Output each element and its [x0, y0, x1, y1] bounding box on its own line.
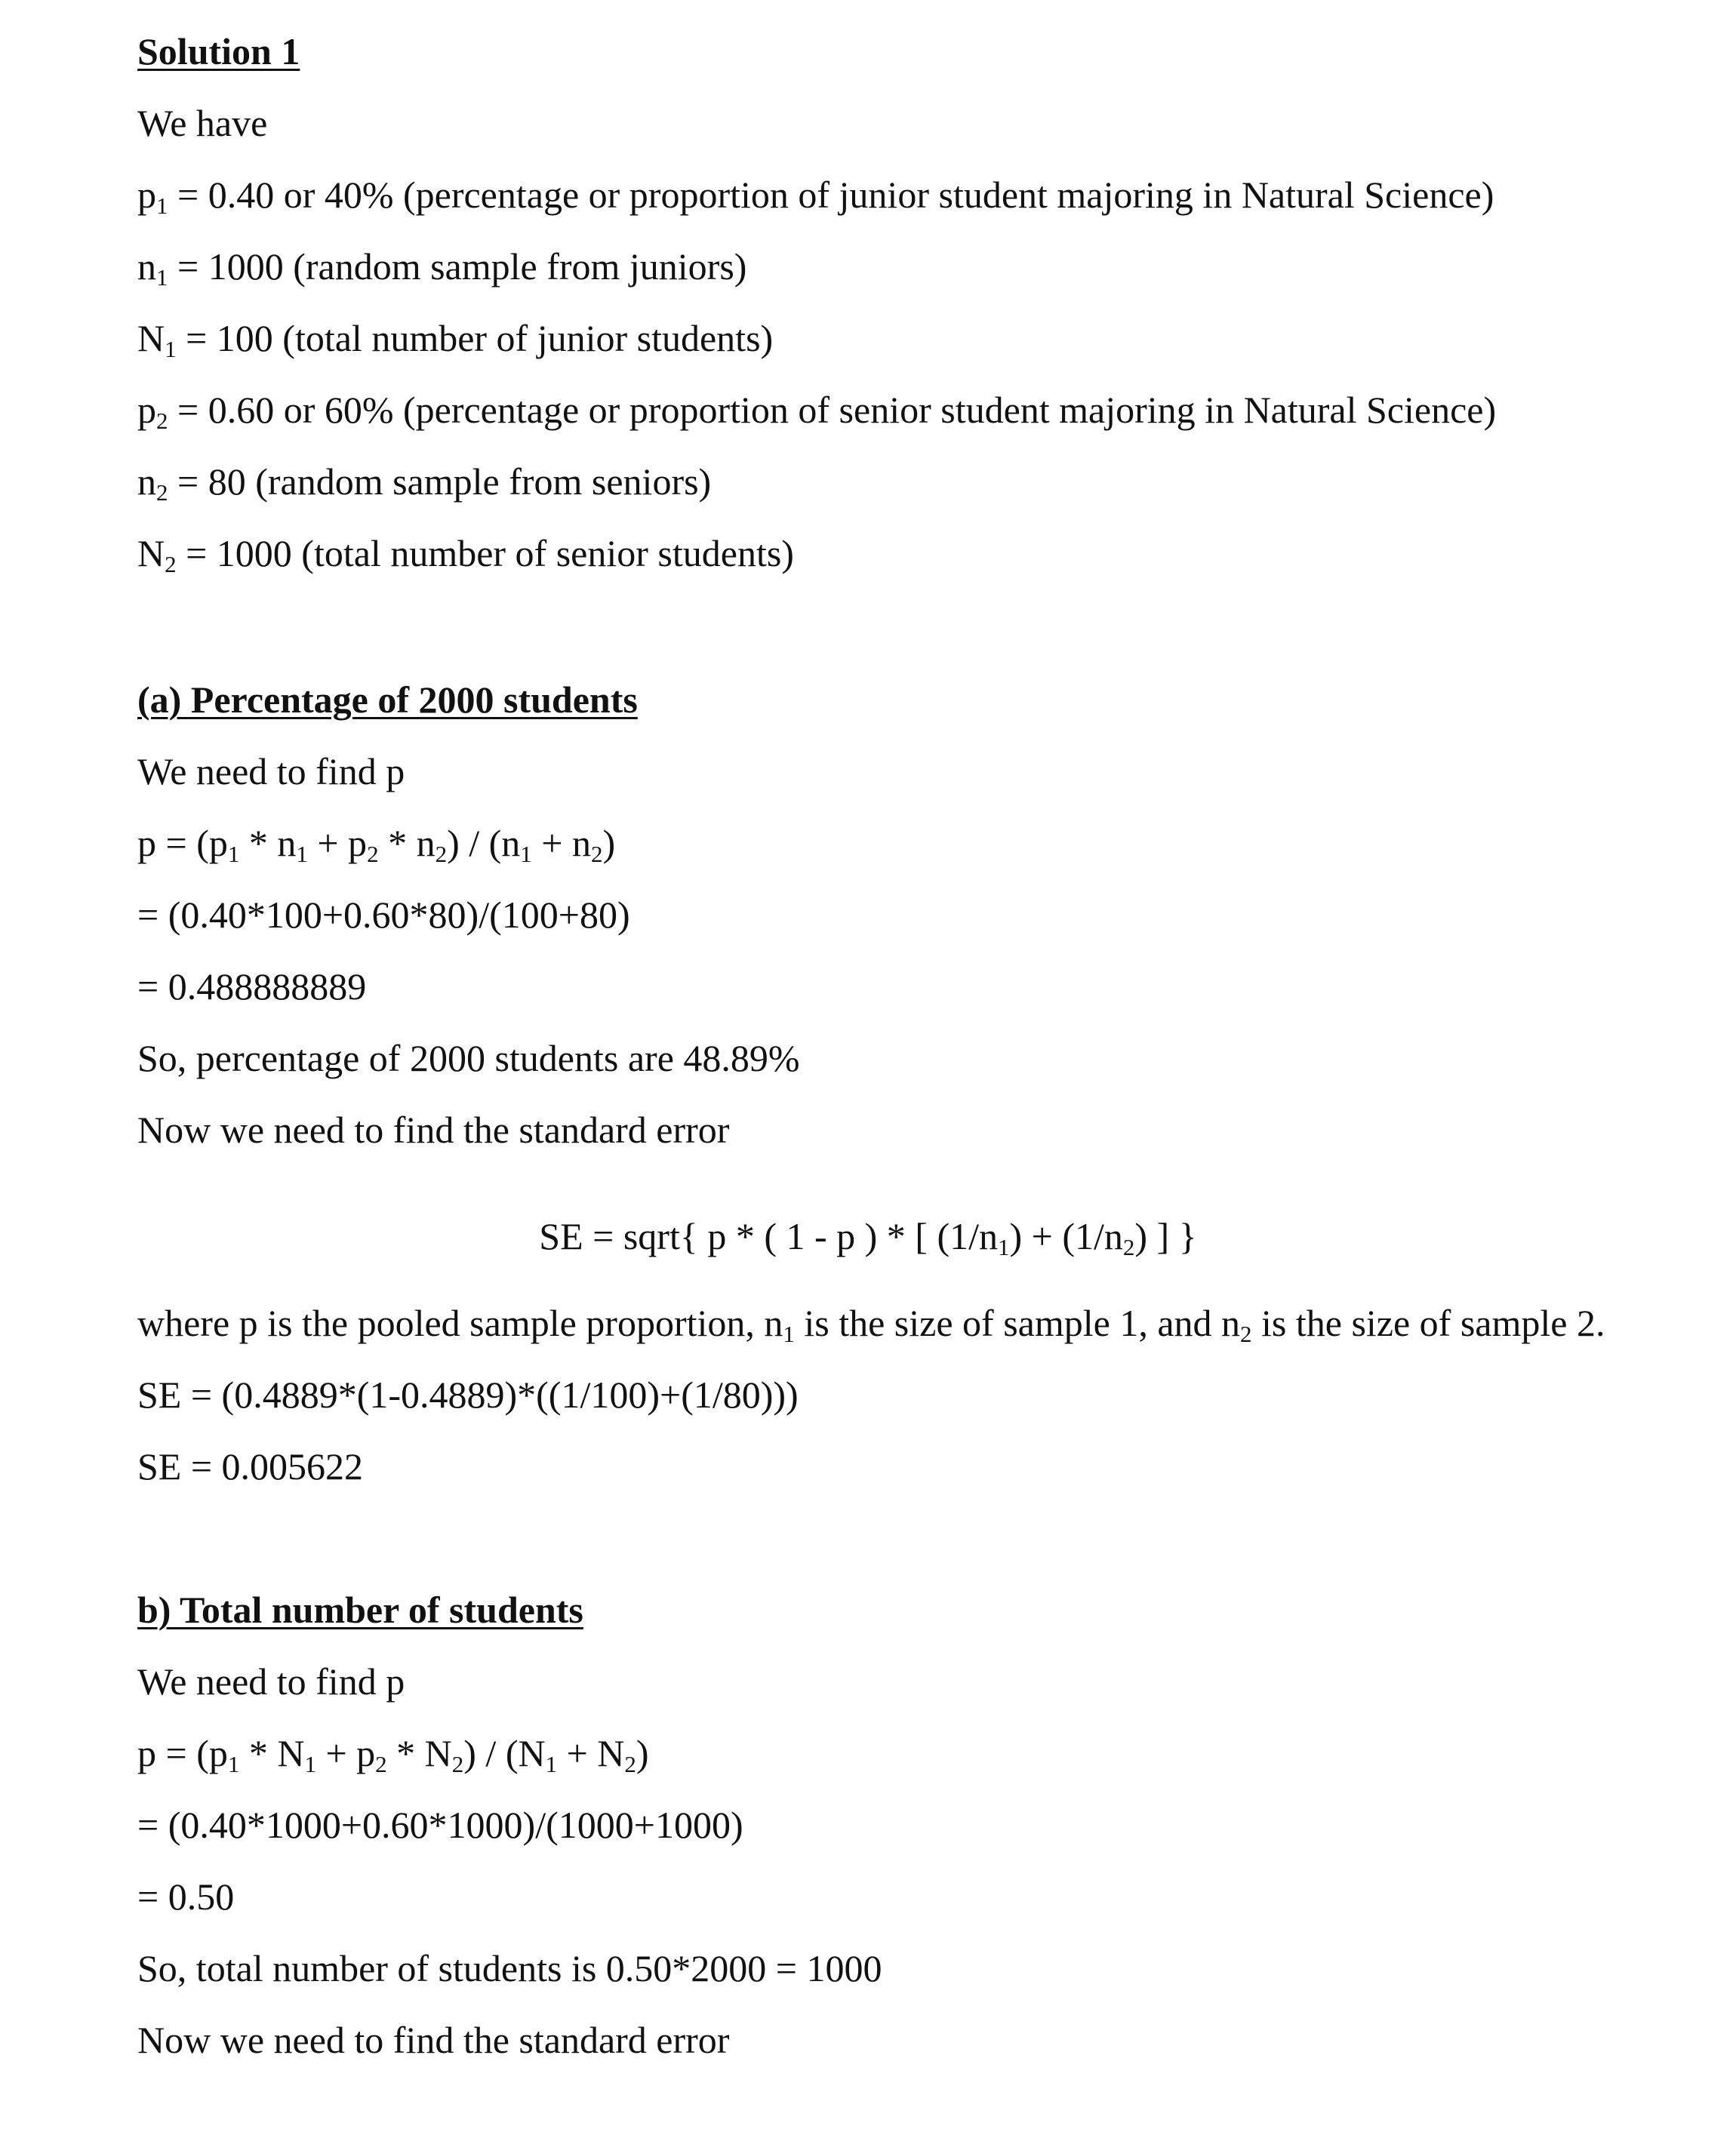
part-a-se-intro: Now we need to find the standard error: [137, 1109, 730, 1151]
part-a-need: We need to find p: [137, 750, 405, 792]
part-b-need: We need to find p: [137, 1660, 405, 1703]
part-b-calc: = (0.40*1000+0.60*1000)/(1000+1000): [137, 1804, 743, 1846]
se-where-text: where p is the pooled sample proportion, $n_1$ is the size of sample 1, and $n_2$ is the size of sample 2.: [137, 1302, 1605, 1347]
part-a-conclusion: So, percentage of 2000 students are 48.89%: [137, 1037, 800, 1079]
part-b-se-intro: Now we need to find the standard error: [137, 2019, 730, 2061]
part-a-se-result: SE = 0.005622: [137, 1445, 364, 1488]
solution-title: Solution 1: [137, 30, 300, 72]
part-b-heading: b) Total number of students: [137, 1589, 583, 1631]
part-a-formula: $p = (p_1 * n_1 + p_2 * n_2) / (n_1 + n_2)$: [137, 822, 616, 867]
part-a-heading: (a) Percentage of 2000 students: [137, 678, 638, 721]
given-n2: $n_2 = 80$ (random sample from seniors): [137, 460, 712, 506]
given-p1: $p_1 = 0.40$ or 40% (percentage or proportion of junior student majoring in Natural Science): [137, 174, 1494, 219]
given-intro: We have: [137, 102, 268, 144]
given-p2: $p_2 = 0.60$ or 60% (percentage or proportion of senior student majoring in Natural Science): [137, 389, 1497, 434]
part-a-calc: = (0.40*100+0.60*80)/(100+80): [137, 894, 630, 936]
se-formula: SE = sqrt{ p * ( 1 - p ) * [ $(1/n_1) + (1/n_2)$ ] }: [539, 1215, 1197, 1260]
part-a-result: = 0.488888889: [137, 965, 367, 1008]
given-N1: $N_1 = 100$ (total number of junior students): [137, 317, 774, 362]
part-b-conclusion: So, total number of students is 0.50*2000 = 1000: [137, 1947, 882, 1989]
part-b-formula: $p = (p_1 * N_1 + p_2 * N_2) / (N_1 + N_2)$: [137, 1732, 649, 1777]
part-b-result: = 0.50: [137, 1875, 235, 1918]
given-n1: $n_1 = 1000$ (random sample from juniors): [137, 245, 747, 291]
part-a-se-calc: SE = (0.4889*(1-0.4889)*((1/100)+(1/80))): [137, 1374, 799, 1416]
given-N2: $N_2 = 1000$ (total number of senior students): [137, 532, 794, 577]
